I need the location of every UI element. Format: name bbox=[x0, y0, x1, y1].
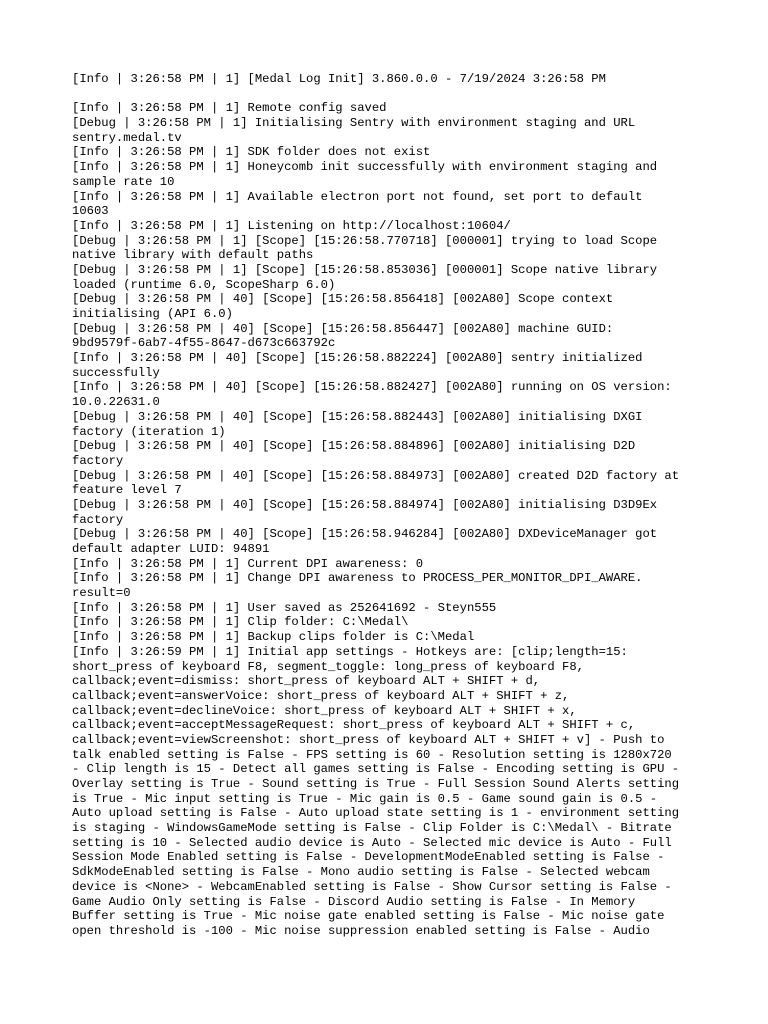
log-line: talk enabled setting is False - FPS setting is 60 - Resolution setting is 1280x720 bbox=[72, 747, 672, 762]
log-line: callback;event=acceptMessageRequest: short_press of keyboard ALT + SHIFT + c, bbox=[72, 718, 636, 733]
log-line: [Debug | 3:26:58 PM | 40] [Scope] [15:26:58.884896] [002A80] initialising D2D bbox=[72, 439, 636, 454]
log-line: [Info | 3:26:58 PM | 1] SDK folder does not exist bbox=[72, 145, 431, 160]
log-line: [Info | 3:26:58 PM | 40] [Scope] [15:26:58.882427] [002A80] running on OS version: bbox=[72, 380, 672, 395]
log-line: device is <None> - WebcamEnabled setting is False - Show Cursor setting is False - bbox=[72, 879, 672, 894]
log-header-line: [Info | 3:26:58 PM | 1] [Medal Log Init] 3.860.0.0 - 7/19/2024 3:26:58 PM bbox=[72, 72, 606, 86]
log-line: Overlay setting is True - Sound setting is True - Full Session Sound Alerts setting bbox=[72, 777, 680, 791]
log-document bbox=[72, 72, 712, 939]
log-line: default adapter LUID: 94891 bbox=[72, 542, 270, 556]
log-line: [Info | 3:26:58 PM | 1] Listening on http://localhost:10604/ bbox=[72, 218, 511, 233]
log-line: [Info | 3:26:58 PM | 1] Current DPI awareness: 0 bbox=[72, 556, 424, 571]
log-line: SdkModeEnabled setting is False - Mono audio setting is False - Selected webcam bbox=[72, 865, 650, 880]
log-line: 10603 bbox=[72, 204, 109, 219]
log-line: Buffer setting is True - Mic noise gate enabled setting is False - Mic noise gate bbox=[72, 909, 665, 924]
log-line: [Debug | 3:26:58 PM | 40] [Scope] [15:26:58.884973] [002A80] created D2D factory at bbox=[72, 468, 680, 483]
log-line: [Debug | 3:26:58 PM | 1] [Scope] [15:26:58.770718] [000001] trying to load Scope bbox=[72, 233, 658, 248]
log-line: factory (iteration 1) bbox=[72, 424, 226, 439]
log-line: callback;event=answerVoice: short_press of keyboard ALT + SHIFT + z, bbox=[72, 688, 570, 703]
log-line: factory bbox=[72, 453, 124, 468]
log-line: feature level 7 bbox=[72, 483, 182, 498]
log-line: factory bbox=[72, 512, 124, 527]
log-line: is staging - WindowsGameMode setting is False - Clip Folder is C:\Medal\ - Bitrate bbox=[72, 821, 672, 836]
log-line: [Info | 3:26:58 PM | 1] Change DPI awareness to PROCESS_PER_MONITOR_DPI_AWARE. bbox=[72, 571, 643, 586]
log-line: [Info | 3:26:58 PM | 1] User saved as 252641692 - Steyn555 bbox=[72, 600, 497, 615]
log-line: native library with default paths bbox=[72, 248, 314, 263]
log-line: callback;event=dismiss: short_press of keyboard ALT + SHIFT + d, bbox=[72, 674, 541, 689]
log-line: 10.0.22631.0 bbox=[72, 395, 160, 410]
log-line: [Debug | 3:26:58 PM | 40] [Scope] [15:26:58.946284] [002A80] DXDeviceManager got bbox=[72, 527, 658, 542]
log-line: [Debug | 3:26:58 PM | 40] [Scope] [15:26:58.856447] [002A80] machine GUID: bbox=[72, 321, 614, 336]
log-line: [Info | 3:26:58 PM | 1] Clip folder: C:\Medal\ bbox=[72, 615, 409, 630]
log-line: initialising (API 6.0) bbox=[72, 307, 233, 321]
log-line: open threshold is -100 - Mic noise suppression enabled setting is False - Audio bbox=[72, 923, 650, 938]
log-line: - Clip length is 15 - Detect all games setting is False - Encoding setting is GPU - bbox=[72, 762, 680, 777]
log-line: successfully bbox=[72, 365, 160, 380]
log-line: setting is 10 - Selected audio device is Auto - Selected mic device is Auto - Full bbox=[72, 835, 672, 850]
log-line: [Debug | 3:26:58 PM | 40] [Scope] [15:26:58.884974] [002A80] initialising D3D9Ex bbox=[72, 497, 658, 512]
log-line: [Info | 3:26:58 PM | 1] Available electron port not found, set port to default bbox=[72, 189, 643, 204]
log-line: [Debug | 3:26:58 PM | 1] Initialising Sentry with environment staging and URL bbox=[72, 116, 636, 131]
log-line: [Info | 3:26:58 PM | 1] Honeycomb init successfully with environment staging and bbox=[72, 160, 658, 175]
log-line: Auto upload setting is False - Auto upload state setting is 1 - environment setting bbox=[72, 806, 680, 821]
log-line: callback;event=viewScreenshot: short_press of keyboard ALT + SHIFT + v] - Push to bbox=[72, 732, 665, 747]
log-line: result=0 bbox=[72, 586, 131, 601]
log-lines bbox=[72, 101, 712, 938]
log-line: [Info | 3:26:58 PM | 1] Remote config saved bbox=[72, 101, 387, 116]
log-line: 9bd9579f-6ab7-4f55-8647-d673c663792c bbox=[72, 336, 336, 351]
log-line: loaded (runtime 6.0, ScopeSharp 6.0) bbox=[72, 277, 336, 292]
log-line: [Info | 3:26:59 PM | 1] Initial app settings - Hotkeys are: [clip;length=15: bbox=[72, 644, 628, 659]
log-line: sample rate 10 bbox=[72, 174, 175, 189]
log-line: Session Mode Enabled setting is False - DevelopmentModeEnabled setting is False - bbox=[72, 850, 665, 865]
blank-line bbox=[72, 87, 712, 102]
log-line: Game Audio Only setting is False - Discord Audio setting is False - In Memory bbox=[72, 894, 636, 909]
log-line: [Info | 3:26:58 PM | 40] [Scope] [15:26:58.882224] [002A80] sentry initialized bbox=[72, 351, 643, 366]
log-line: [Debug | 3:26:58 PM | 1] [Scope] [15:26:58.853036] [000001] Scope native library bbox=[72, 262, 658, 277]
log-line: sentry.medal.tv bbox=[72, 130, 182, 145]
log-line: is True - Mic input setting is True - Mic gain is 0.5 - Game sound gain is 0.5 - bbox=[72, 791, 658, 806]
log-line: [Info | 3:26:58 PM | 1] Backup clips folder is C:\Medal bbox=[72, 630, 475, 645]
log-line: callback;event=declineVoice: short_press of keyboard ALT + SHIFT + x, bbox=[72, 703, 577, 718]
log-line: short_press of keyboard F8, segment_toggle: long_press of keyboard F8, bbox=[72, 659, 584, 674]
log-line: [Debug | 3:26:58 PM | 40] [Scope] [15:26:58.856418] [002A80] Scope context bbox=[72, 292, 614, 307]
log-line: [Debug | 3:26:58 PM | 40] [Scope] [15:26:58.882443] [002A80] initialising DXGI bbox=[72, 409, 643, 424]
